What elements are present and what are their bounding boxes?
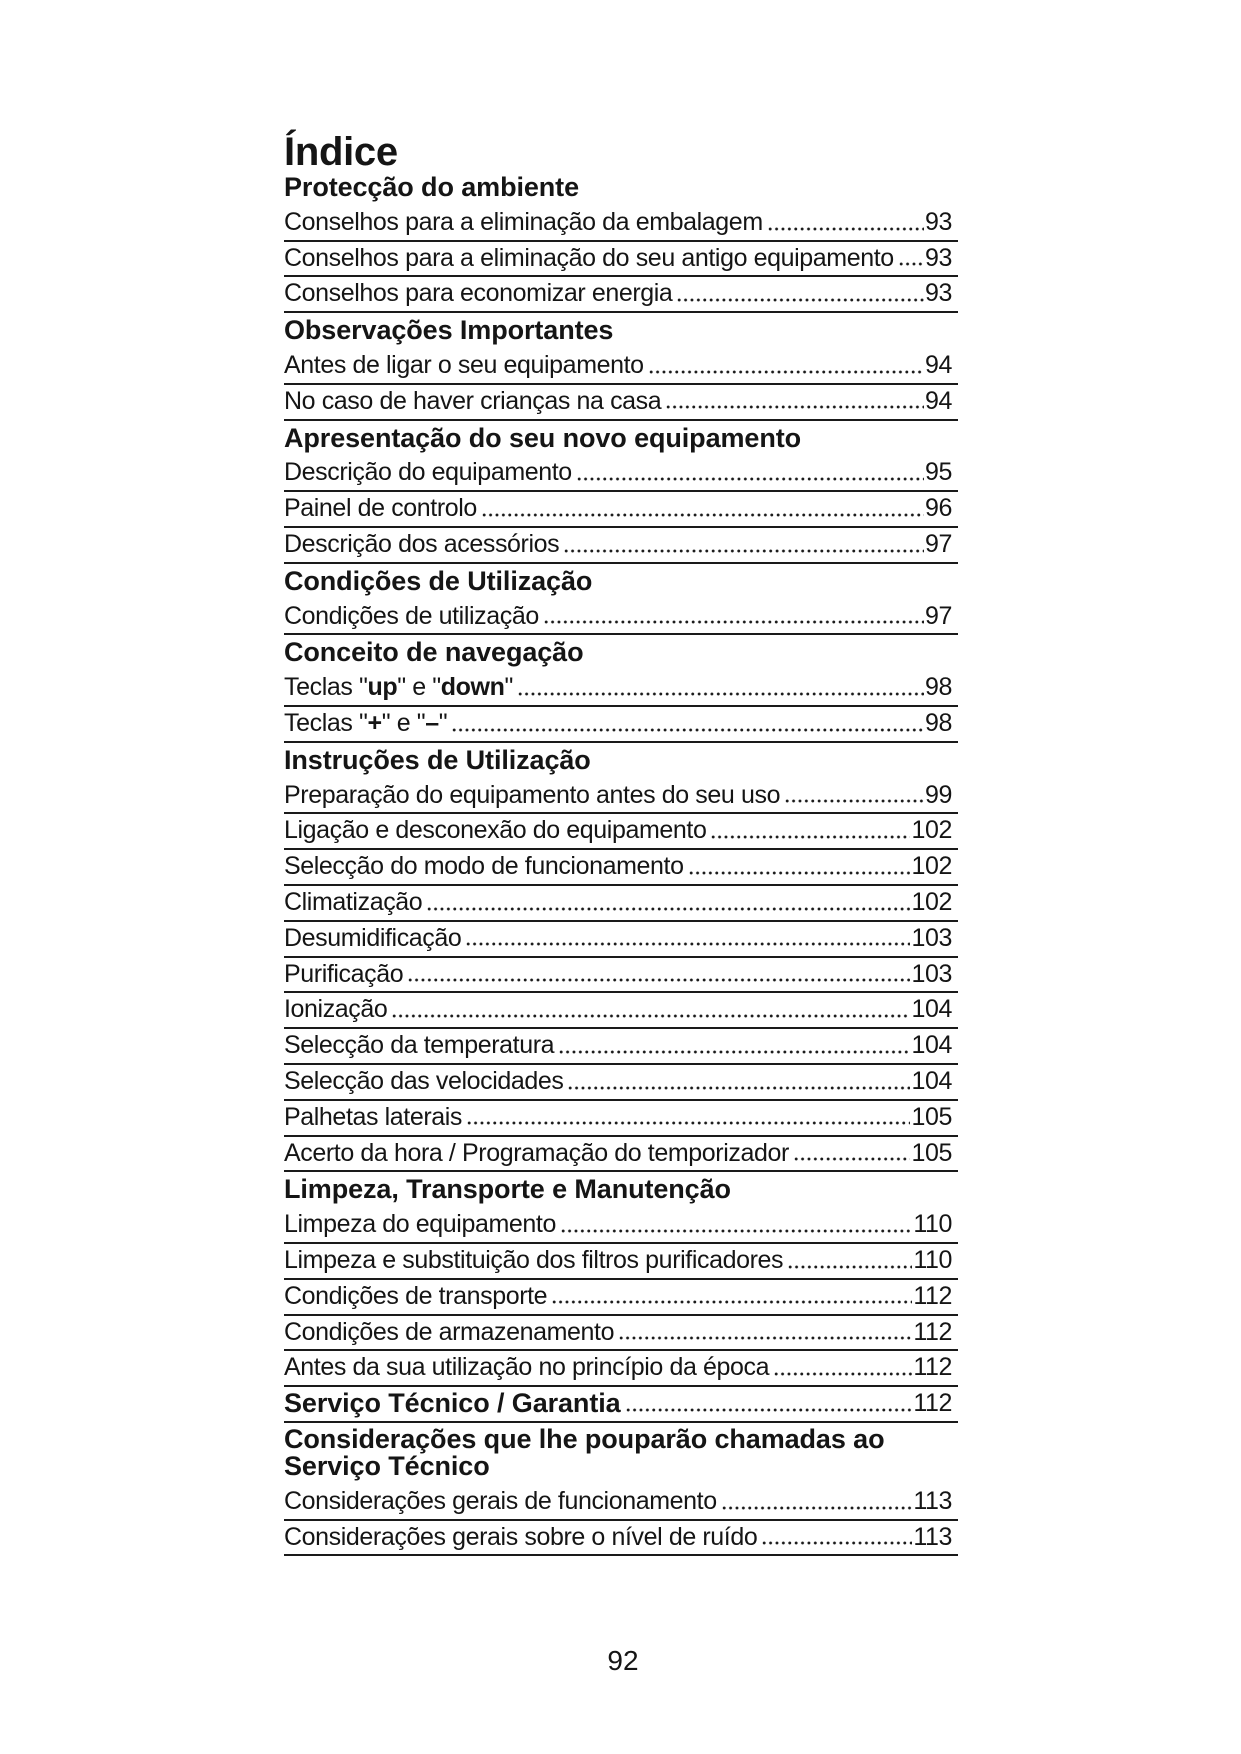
table-of-contents (284, 130, 958, 1556)
entry-label: Selecção das velocidades (284, 1066, 564, 1095)
entry-page-number: 103 (911, 923, 952, 952)
entry-page-number: 110 (913, 1245, 952, 1274)
section-heading: Condições de Utilização (284, 565, 593, 596)
entry-label: Considerações gerais de funcionamento (284, 1486, 717, 1515)
section-heading: Considerações que lhe pouparão chamadas ao Serviço Técnico (284, 1423, 885, 1481)
dot-leader (688, 871, 911, 875)
entry-page-number: 95 (924, 458, 952, 487)
entry-page-number: 103 (911, 959, 952, 988)
dot-leader (481, 513, 924, 517)
dot-leader (426, 907, 910, 911)
entry-label: Ligação e desconexão do equipamento (284, 816, 707, 845)
toc-entry (284, 492, 958, 528)
entry-label: Antes de ligar o seu equipamento (284, 350, 644, 379)
dot-leader (563, 549, 924, 553)
entry-label-text: " (438, 708, 448, 737)
entry-label: Condições de armazenamento (284, 1317, 615, 1346)
toc-entry (284, 600, 958, 636)
dot-leader (407, 978, 910, 982)
entry-page-number: 105 (911, 1138, 952, 1167)
toc-entry (284, 1316, 958, 1352)
entry-page-number: 102 (911, 852, 952, 881)
toc-entry (284, 958, 958, 994)
dot-leader (710, 835, 910, 839)
toc-entry (284, 922, 958, 958)
section-instrucoes-de-utilizacao (284, 743, 958, 1173)
toc-entry (284, 1351, 958, 1387)
dot-leader (551, 1300, 912, 1304)
entry-page-number: 98 (924, 673, 952, 702)
dot-leader (618, 1336, 912, 1340)
toc-entry (284, 779, 958, 815)
key-name-minus: – (425, 708, 439, 737)
toc-entry (284, 1280, 958, 1316)
entry-page-number: 104 (911, 995, 952, 1024)
toc-entry (284, 850, 958, 886)
entry-label-text: " e " (381, 708, 426, 737)
toc-entry (284, 1485, 958, 1521)
entry-page-number: 98 (924, 708, 952, 737)
toc-entry (284, 1208, 958, 1244)
dot-leader (625, 1408, 913, 1412)
entry-page-number: 93 (924, 207, 952, 236)
entry-page-number: 112 (913, 1281, 952, 1310)
entry-page-number: 112 (913, 1353, 952, 1382)
entry-label: Conselhos para a eliminação do seu antigo equipamento (284, 243, 894, 272)
section-heading: Serviço Técnico / Garantia (284, 1388, 621, 1419)
toc-entry (284, 707, 958, 743)
dot-leader (721, 1506, 913, 1510)
dot-leader (784, 799, 924, 803)
section-servico-tecnico-garantia (284, 1387, 958, 1423)
entry-page-number: 105 (911, 1102, 952, 1131)
toc-entry (284, 1137, 958, 1173)
dot-leader (451, 728, 924, 732)
toc-entry (284, 886, 958, 922)
entry-label: Climatização (284, 887, 423, 916)
toc-entry (284, 528, 958, 564)
toc-entry (284, 1244, 958, 1280)
section-limpeza-transporte-manutencao (284, 1172, 958, 1387)
entry-page-number: 93 (924, 243, 952, 272)
entry-page-number: 99 (924, 780, 952, 809)
entry-label: Painel de controlo (284, 494, 477, 523)
entry-page-number: 94 (924, 350, 952, 379)
dot-leader (466, 1121, 910, 1125)
dot-leader (767, 227, 924, 231)
toc-entry (284, 671, 958, 707)
section-apresentacao-do-equipamento (284, 421, 958, 564)
key-name-plus: + (367, 708, 382, 737)
entry-page-number: 104 (911, 1031, 952, 1060)
dot-leader (648, 370, 924, 374)
section-heading: Instruções de Utilização (284, 744, 591, 775)
dot-leader (793, 1157, 911, 1161)
entry-label: Limpeza do equipamento (284, 1210, 556, 1239)
toc-entry (284, 277, 958, 313)
entry-page-number: 102 (911, 887, 952, 916)
section-heading: Conceito de navegação (284, 637, 584, 668)
key-name-down: down (440, 673, 505, 702)
entry-label: Acerto da hora / Programação do temporizador (284, 1138, 789, 1167)
entry-label: Antes da sua utilização no princípio da época (284, 1353, 770, 1382)
toc-entry (284, 1101, 958, 1137)
entry-page-number: 96 (924, 494, 952, 523)
toc-entry (284, 1029, 958, 1065)
entry-page-number: 102 (911, 816, 952, 845)
entry-label: Preparação do equipamento antes do seu uso (284, 780, 781, 809)
entry-label-text: Teclas " (284, 708, 368, 737)
entry-label: Palhetas laterais (284, 1102, 463, 1131)
dot-leader (465, 942, 910, 946)
entry-label: Descrição dos acessórios (284, 529, 560, 558)
toc-entry (284, 1521, 958, 1557)
dot-leader (560, 1229, 912, 1233)
entry-label (284, 671, 513, 703)
entry-label: Ionização (284, 995, 388, 1024)
dot-leader (665, 405, 924, 409)
entry-label: Condições de transporte (284, 1281, 548, 1310)
entry-label: Descrição do equipamento (284, 458, 572, 487)
entry-label: Selecção da temperatura (284, 1031, 555, 1060)
toc-entry (284, 993, 958, 1029)
section-heading: Limpeza, Transporte e Manutenção (284, 1174, 731, 1205)
dot-leader (517, 692, 924, 696)
toc-entry (284, 206, 958, 242)
entry-label (284, 707, 447, 739)
dot-leader (558, 1050, 910, 1054)
dot-leader (391, 1014, 910, 1018)
dot-leader (576, 477, 924, 481)
entry-page-number: 112 (913, 1389, 952, 1418)
dot-leader (567, 1086, 910, 1090)
toc-entry (284, 814, 958, 850)
entry-page-number: 112 (913, 1317, 952, 1346)
section-observacoes-importantes (284, 313, 958, 420)
toc-entry (284, 349, 958, 385)
entry-label: Considerações gerais sobre o nível de ruído (284, 1522, 758, 1551)
dot-leader (787, 1265, 912, 1269)
dot-leader (543, 620, 924, 624)
entry-page-number: 94 (924, 386, 952, 415)
toc-entry (284, 385, 958, 421)
section-protecao-do-ambiente (284, 170, 958, 313)
entry-label: Desumidificação (284, 923, 462, 952)
dot-leader (676, 298, 924, 302)
page-number: 92 (607, 1645, 639, 1676)
entry-label: Selecção do modo de funcionamento (284, 852, 684, 881)
dot-leader (898, 262, 924, 266)
entry-page-number: 97 (924, 601, 952, 630)
entry-page-number: 113 (913, 1522, 952, 1551)
section-heading-row (284, 1387, 958, 1423)
section-heading: Protecção do ambiente (284, 172, 579, 202)
entry-page-number: 104 (911, 1066, 952, 1095)
dot-leader (761, 1541, 912, 1545)
entry-label: No caso de haver crianças na casa (284, 386, 662, 415)
entry-page-number: 97 (924, 529, 952, 558)
entry-page-number: 93 (924, 279, 952, 308)
entry-label: Conselhos para a eliminação da embalagem (284, 207, 763, 236)
section-consideracoes (284, 1423, 958, 1557)
entry-label-text: " e " (397, 673, 441, 702)
entry-label: Condições de utilização (284, 601, 539, 630)
entry-label: Limpeza e substituição dos filtros purificadores (284, 1245, 784, 1274)
entry-page-number: 110 (913, 1210, 952, 1239)
section-condicoes-de-utilizacao (284, 564, 958, 636)
page-title: Índice (284, 130, 398, 174)
key-name-up: up (367, 673, 398, 702)
toc-entry (284, 456, 958, 492)
toc-entry (284, 242, 958, 278)
entry-label: Purificação (284, 959, 404, 988)
section-heading: Observações Importantes (284, 315, 614, 346)
entry-label-text: Teclas " (284, 673, 368, 702)
section-heading: Apresentação do seu novo equipamento (284, 422, 801, 453)
entry-label-text: " (504, 673, 513, 702)
toc-entry (284, 1065, 958, 1101)
dot-leader (773, 1372, 912, 1376)
entry-label: Conselhos para economizar energia (284, 279, 673, 308)
entry-page-number: 113 (913, 1486, 952, 1515)
section-conceito-de-navegacao (284, 635, 958, 742)
